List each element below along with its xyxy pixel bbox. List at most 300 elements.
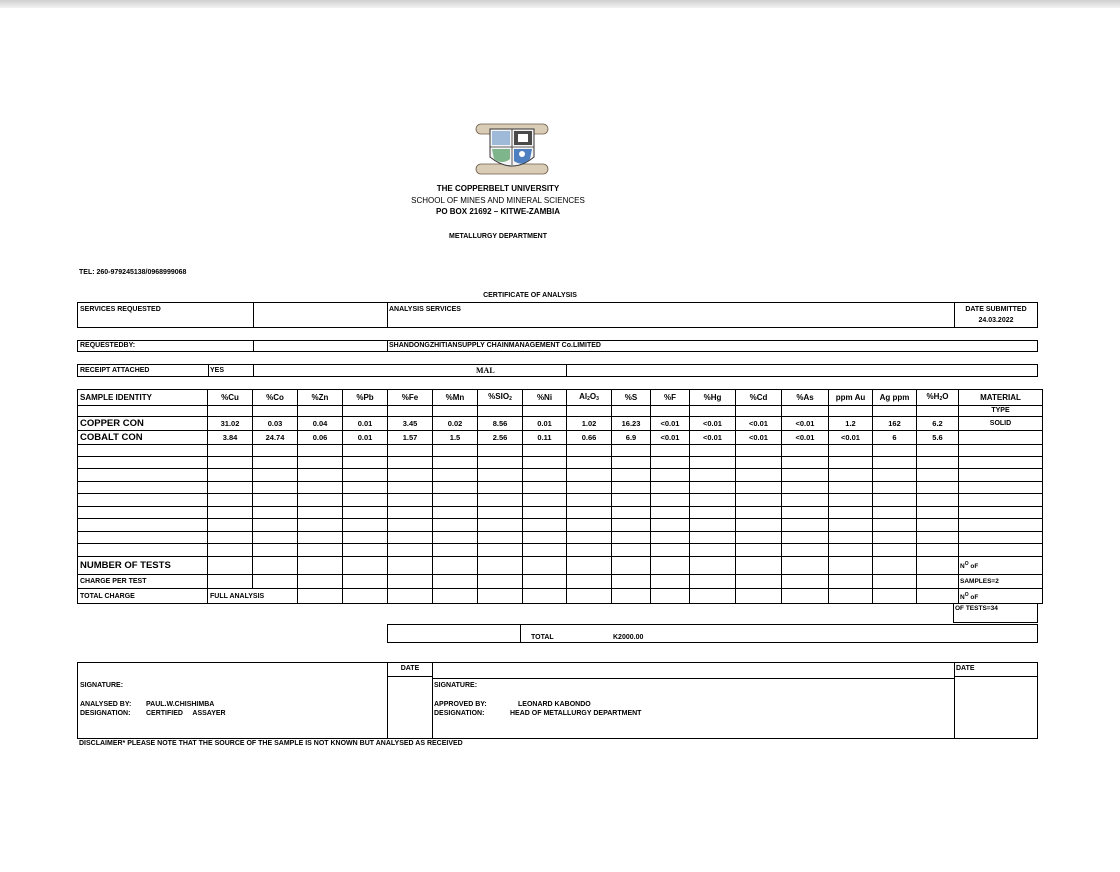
empty-cell: [612, 405, 651, 417]
result-value: <0.01: [651, 430, 690, 444]
empty-cell: [651, 469, 690, 481]
empty-cell: [873, 519, 917, 531]
empty-cell: [690, 456, 736, 468]
column-header: ppm Au: [829, 390, 873, 406]
viewer-top-edge: [0, 0, 1120, 8]
empty-cell: [651, 456, 690, 468]
empty-cell: [567, 556, 612, 574]
date-label-right: DATE: [956, 665, 975, 672]
empty-cell: [612, 589, 651, 604]
empty-cell: [433, 469, 478, 481]
empty-cell: [736, 556, 782, 574]
empty-cell: [208, 444, 253, 456]
empty-cell: [612, 444, 651, 456]
receipt-attached-label: RECEIPT ATTACHED: [80, 367, 150, 374]
empty-cell: [959, 531, 1043, 543]
column-header: %F: [651, 390, 690, 406]
analyst-designation-label: DESIGNATION:: [80, 710, 131, 717]
result-value: 3.84: [208, 430, 253, 444]
result-value: 3.45: [388, 417, 433, 431]
date-submitted-label: DATE SUBMITTED: [965, 306, 1027, 313]
empty-cell: [478, 519, 523, 531]
empty-cell: [829, 589, 873, 604]
empty-cell: [567, 405, 612, 417]
empty-cell: [78, 405, 208, 417]
empty-cell: [478, 556, 523, 574]
empty-cell: [782, 444, 829, 456]
empty-cell: [478, 531, 523, 543]
result-value: 5.6: [917, 430, 959, 444]
empty-cell: [208, 494, 253, 506]
result-value: 6.2: [917, 417, 959, 431]
services-value: ANALYSIS SERVICES: [389, 306, 461, 313]
empty-cell: [567, 531, 612, 543]
result-value: 0.01: [343, 417, 388, 431]
sample-identity-header: SAMPLE IDENTITY: [78, 390, 208, 406]
empty-cell: [651, 556, 690, 574]
result-value: 0.03: [253, 417, 298, 431]
empty-cell: [829, 494, 873, 506]
empty-cell: [388, 531, 433, 543]
empty-cell: [651, 544, 690, 556]
result-value: 1.57: [388, 430, 433, 444]
empty-cell: [433, 589, 478, 604]
empty-cell: [208, 456, 253, 468]
empty-cell: [917, 574, 959, 589]
empty-cell: [829, 469, 873, 481]
empty-cell: [78, 481, 208, 493]
empty-cell: [208, 544, 253, 556]
empty-cell: [253, 531, 298, 543]
total-charge-value: FULL ANALYSIS: [208, 589, 298, 604]
empty-cell: [829, 506, 873, 518]
empty-cell: [343, 494, 388, 506]
empty-cell: [736, 456, 782, 468]
empty-cell: [782, 556, 829, 574]
empty-cell: [736, 444, 782, 456]
empty-cell: [873, 494, 917, 506]
empty-cell: [690, 506, 736, 518]
empty-cell: [736, 481, 782, 493]
empty-cell: [917, 556, 959, 574]
empty-cell: [208, 481, 253, 493]
analysed-by-label: ANALYSED BY:: [80, 701, 132, 708]
empty-cell: [690, 481, 736, 493]
result-value: 0.01: [523, 417, 567, 431]
empty-cell: [873, 531, 917, 543]
empty-cell: [873, 556, 917, 574]
empty-cell: [343, 481, 388, 493]
empty-cell: [736, 506, 782, 518]
result-value: <0.01: [782, 417, 829, 431]
empty-cell: [959, 494, 1043, 506]
certificate-title: CERTIFICATE OF ANALYSIS: [483, 292, 577, 299]
result-value: 0.04: [298, 417, 343, 431]
empty-cell: [388, 589, 433, 604]
empty-cell: [388, 405, 433, 417]
empty-cell: [873, 405, 917, 417]
empty-cell: [253, 469, 298, 481]
column-header: %Mn: [433, 390, 478, 406]
empty-cell: [388, 544, 433, 556]
empty-cell: [690, 494, 736, 506]
empty-cell: [782, 506, 829, 518]
empty-cell: [478, 444, 523, 456]
empty-cell: [78, 494, 208, 506]
empty-cell: [433, 405, 478, 417]
empty-cell: [651, 574, 690, 589]
table-row: [78, 390, 1043, 406]
column-header: $\%H_2O$: [917, 390, 959, 406]
empty-cell: [523, 519, 567, 531]
empty-cell: [873, 444, 917, 456]
empty-cell: [343, 506, 388, 518]
column-header: %Co: [253, 390, 298, 406]
date-label-left: DATE: [400, 665, 420, 672]
empty-cell: [78, 456, 208, 468]
approver-designation-value: HEAD OF METALLURGY DEPARTMENT: [510, 710, 642, 717]
column-header: %S: [612, 390, 651, 406]
empty-cell: [829, 519, 873, 531]
empty-cell: [478, 405, 523, 417]
empty-cell: [690, 556, 736, 574]
empty-cell: [959, 456, 1043, 468]
empty-cell: [651, 519, 690, 531]
empty-cell: [208, 519, 253, 531]
empty-cell: [917, 589, 959, 604]
university-seal-icon: [474, 121, 550, 177]
empty-cell: [478, 574, 523, 589]
table-row: [78, 589, 1043, 604]
empty-cell: [567, 444, 612, 456]
result-value: 0.66: [567, 430, 612, 444]
empty-cell: [959, 481, 1043, 493]
empty-cell: [873, 589, 917, 604]
empty-cell: [388, 574, 433, 589]
requested-by-value: SHANDONGZHITIANSUPPLY CHAINMANAGEMENT Co.LIMITED: [389, 342, 601, 349]
empty-cell: [523, 544, 567, 556]
empty-cell: [388, 519, 433, 531]
receipt-attached-value: YES: [210, 367, 225, 374]
empty-cell: [433, 544, 478, 556]
empty-cell: [567, 456, 612, 468]
empty-cell: [612, 531, 651, 543]
tests-note-box: [953, 603, 1038, 623]
empty-cell: [298, 556, 343, 574]
empty-cell: [343, 405, 388, 417]
empty-cell: [651, 481, 690, 493]
column-header: %As: [782, 390, 829, 406]
result-value: <0.01: [782, 430, 829, 444]
result-value: <0.01: [829, 430, 873, 444]
empty-cell: [78, 444, 208, 456]
column-header: $\%SIO_2$: [478, 390, 523, 406]
empty-cell: [873, 574, 917, 589]
empty-cell: [523, 574, 567, 589]
empty-cell: [690, 589, 736, 604]
result-value: 8.56: [478, 417, 523, 431]
empty-cell: [478, 494, 523, 506]
empty-cell: [736, 469, 782, 481]
empty-cell: [612, 574, 651, 589]
result-value: 162: [873, 417, 917, 431]
empty-cell: [523, 481, 567, 493]
empty-cell: [567, 519, 612, 531]
empty-cell: [782, 405, 829, 417]
empty-cell: [343, 444, 388, 456]
column-header: %Hg: [690, 390, 736, 406]
empty-cell: [917, 469, 959, 481]
school-name: SCHOOL OF MINES AND MINERAL SCIENCES: [411, 196, 585, 205]
count-note: $N^O$ oF: [959, 556, 1043, 574]
result-value: 6: [873, 430, 917, 444]
requested-by-label: REQUESTEDBY:: [80, 342, 136, 349]
count-note: $N^O$ oF: [959, 589, 1043, 604]
result-value: 0.01: [343, 430, 388, 444]
result-value: 24.74: [253, 430, 298, 444]
empty-cell: [78, 519, 208, 531]
empty-cell: [388, 456, 433, 468]
empty-cell: [298, 531, 343, 543]
column-header: %Cd: [736, 390, 782, 406]
empty-cell: [298, 494, 343, 506]
empty-cell: [253, 544, 298, 556]
result-value: <0.01: [736, 417, 782, 431]
result-value: 1.5: [433, 430, 478, 444]
empty-cell: [433, 481, 478, 493]
result-value: 0.02: [433, 417, 478, 431]
sample-name: COBALT CON: [78, 430, 208, 444]
samples-note: SAMPLES=2: [959, 574, 1043, 589]
analyst-designation-value: CERTIFIED ASSAYER: [146, 710, 226, 717]
empty-cell: [829, 544, 873, 556]
empty-cell: [208, 556, 253, 574]
empty-cell: [873, 506, 917, 518]
empty-cell: [253, 519, 298, 531]
empty-cell: [208, 469, 253, 481]
empty-cell: [736, 519, 782, 531]
empty-cell: [343, 531, 388, 543]
empty-cell: [388, 506, 433, 518]
empty-cell: [523, 506, 567, 518]
empty-cell: [829, 574, 873, 589]
empty-cell: [917, 444, 959, 456]
signature-block: [77, 662, 1038, 739]
empty-cell: [736, 589, 782, 604]
empty-cell: [433, 574, 478, 589]
empty-cell: [298, 469, 343, 481]
empty-cell: [567, 481, 612, 493]
approver-signature-label: SIGNATURE:: [434, 682, 478, 689]
empty-cell: [959, 519, 1043, 531]
empty-cell: [782, 481, 829, 493]
total-label: TOTAL: [531, 634, 554, 641]
disclaimer: DISCLAIMER* PLEASE NOTE THAT THE SOURCE OF THE SAMPLE IS NOT KNOWN BUT ANALYSED AS RECEIVED: [79, 740, 463, 747]
empty-cell: [782, 544, 829, 556]
empty-cell: [873, 481, 917, 493]
empty-cell: [829, 531, 873, 543]
empty-cell: [253, 494, 298, 506]
material-type: SOLID: [959, 417, 1043, 431]
empty-cell: [782, 574, 829, 589]
empty-cell: [829, 444, 873, 456]
empty-cell: [612, 556, 651, 574]
column-header: %Cu: [208, 390, 253, 406]
approver-designation-label: DESIGNATION:: [434, 710, 485, 717]
approved-by-label: APPROVED BY:: [434, 701, 487, 708]
empty-cell: [873, 456, 917, 468]
analyst-signature-label: SIGNATURE:: [80, 682, 124, 689]
result-value: 2.56: [478, 430, 523, 444]
empty-cell: [567, 574, 612, 589]
empty-cell: [298, 456, 343, 468]
result-value: 6.9: [612, 430, 651, 444]
empty-cell: [736, 574, 782, 589]
result-value: 16.23: [612, 417, 651, 431]
empty-cell: [782, 519, 829, 531]
empty-cell: [690, 544, 736, 556]
table-row: [78, 574, 1043, 589]
table-row: [78, 494, 1043, 506]
empty-cell: [612, 544, 651, 556]
table-row: [78, 444, 1043, 456]
empty-cell: [433, 556, 478, 574]
empty-cell: [433, 494, 478, 506]
column-header: %Fe: [388, 390, 433, 406]
empty-cell: [253, 456, 298, 468]
empty-cell: [567, 494, 612, 506]
table-row: [78, 456, 1043, 468]
result-value: 31.02: [208, 417, 253, 431]
empty-cell: [567, 506, 612, 518]
empty-cell: [523, 589, 567, 604]
empty-cell: [829, 481, 873, 493]
empty-cell: [253, 481, 298, 493]
empty-cell: [478, 481, 523, 493]
sample-name: COPPER CON: [78, 417, 208, 431]
empty-cell: [298, 405, 343, 417]
empty-cell: [388, 469, 433, 481]
empty-cell: [433, 519, 478, 531]
empty-cell: [253, 405, 298, 417]
empty-cell: [478, 506, 523, 518]
table-row: [78, 506, 1043, 518]
empty-cell: [917, 506, 959, 518]
empty-cell: [567, 469, 612, 481]
table-row: [78, 481, 1043, 493]
total-value: K2000.00: [613, 634, 644, 641]
table-row: [78, 405, 1043, 417]
empty-cell: [478, 589, 523, 604]
empty-cell: [782, 456, 829, 468]
empty-cell: [523, 556, 567, 574]
empty-cell: [782, 469, 829, 481]
column-header: %Ni: [523, 390, 567, 406]
empty-cell: [343, 456, 388, 468]
empty-cell: [478, 456, 523, 468]
empty-cell: [253, 444, 298, 456]
empty-cell: [343, 574, 388, 589]
table-row: [78, 430, 1043, 444]
empty-cell: [253, 574, 298, 589]
empty-cell: [298, 519, 343, 531]
empty-cell: [298, 481, 343, 493]
empty-cell: [433, 531, 478, 543]
empty-cell: [690, 519, 736, 531]
empty-cell: [651, 494, 690, 506]
empty-cell: [736, 494, 782, 506]
empty-cell: [612, 469, 651, 481]
empty-cell: [433, 456, 478, 468]
telephone: TEL: 260-979245138/0968999068: [79, 269, 187, 276]
empty-cell: [690, 405, 736, 417]
result-value: <0.01: [651, 417, 690, 431]
empty-cell: [478, 544, 523, 556]
empty-cell: [612, 494, 651, 506]
column-header: %Pb: [343, 390, 388, 406]
empty-cell: [782, 494, 829, 506]
empty-cell: [523, 469, 567, 481]
empty-cell: [917, 494, 959, 506]
empty-cell: [917, 544, 959, 556]
empty-cell: [208, 506, 253, 518]
empty-cell: [651, 405, 690, 417]
empty-cell: [829, 405, 873, 417]
empty-cell: [917, 405, 959, 417]
column-header: Ag ppm: [873, 390, 917, 406]
empty-cell: [253, 506, 298, 518]
requested-by-row: [77, 340, 1038, 352]
empty-cell: [208, 531, 253, 543]
services-requested-label: SERVICES REQUESTED: [80, 306, 161, 313]
empty-cell: [388, 494, 433, 506]
empty-cell: [651, 444, 690, 456]
empty-cell: [208, 574, 253, 589]
empty-cell: [433, 444, 478, 456]
empty-cell: [651, 506, 690, 518]
empty-cell: [612, 481, 651, 493]
empty-cell: [873, 544, 917, 556]
empty-cell: [208, 405, 253, 417]
result-value: 1.02: [567, 417, 612, 431]
empty-cell: [523, 405, 567, 417]
material-type: [959, 430, 1043, 444]
empty-cell: [523, 494, 567, 506]
empty-cell: [736, 544, 782, 556]
empty-cell: [917, 519, 959, 531]
department-name: METALLURGY DEPARTMENT: [449, 233, 547, 240]
services-row: [77, 302, 1038, 328]
empty-cell: [523, 444, 567, 456]
table-row: [78, 556, 1043, 574]
empty-cell: [917, 481, 959, 493]
empty-cell: [612, 519, 651, 531]
university-name: THE COPPERBELT UNIVERSITY: [436, 184, 560, 193]
result-value: 1.2: [829, 417, 873, 431]
analysed-by-value: PAUL.W.CHISHIMBA: [146, 701, 215, 708]
empty-cell: [567, 544, 612, 556]
empty-cell: [343, 519, 388, 531]
empty-cell: [917, 531, 959, 543]
column-header: $Al_2O_3$: [567, 390, 612, 406]
empty-cell: [388, 481, 433, 493]
result-value: 0.06: [298, 430, 343, 444]
approved-by-value: LEONARD KABONDO: [518, 701, 591, 708]
column-header: %Zn: [298, 390, 343, 406]
empty-cell: [388, 444, 433, 456]
empty-cell: [651, 589, 690, 604]
empty-cell: [343, 469, 388, 481]
